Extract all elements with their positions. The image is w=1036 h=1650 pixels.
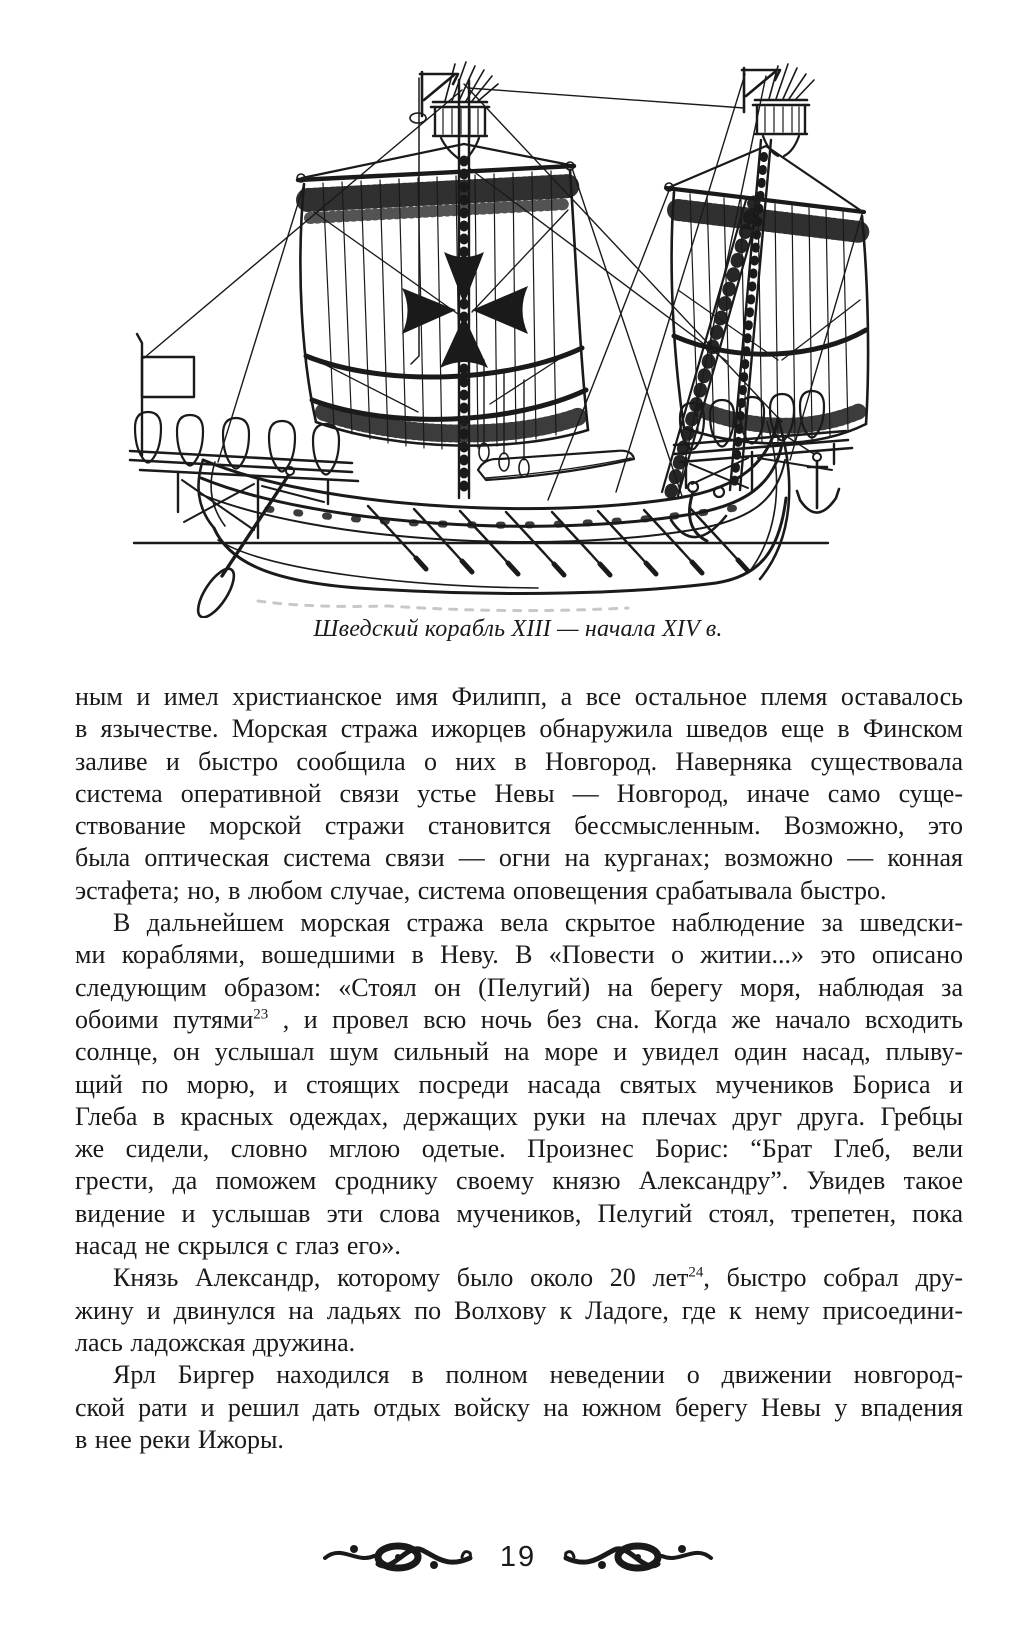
- text-line: следующим образом: «Стоял он (Пелугий) на берегу моря, наблюдая за: [75, 972, 963, 1002]
- body-text: [75, 681, 963, 1456]
- text-line: в язычестве. Морская стража ижорцев обнаружила шведов еще в Финском: [75, 714, 963, 744]
- illustration-caption: Шведский корабль XIII — начала XIV в.: [313, 616, 723, 642]
- text-line: в нее реки Ижоры.: [75, 1424, 284, 1454]
- text-line: ской рати и решил дать отдых войску на южном берегу Невы у впадения: [75, 1392, 963, 1422]
- ship-line-drawing-icon: [118, 60, 918, 618]
- footnote-reference: 23: [253, 1006, 269, 1023]
- text-line: заливе и быстро сообщила о них в Новгород. Наверняка существовала: [75, 746, 963, 776]
- page-footer: [0, 1534, 1036, 1580]
- text-line: была оптическая система связи — огни на курганах; возможно — конная: [75, 843, 963, 873]
- text-line: жину и двинулся на ладьях по Волхову к Ладоге, где к нему присоедини-: [75, 1295, 963, 1325]
- text-line: эстафета; но, в любом случае, система оповещения срабатывала быстро.: [75, 875, 887, 905]
- text-line: ным и имел христианское имя Филипп, а все остальное племя оставалось: [75, 682, 963, 711]
- text-line: видение и услышав эти слова мучеников, Пелугий стоял, трепетен, пока: [75, 1198, 963, 1228]
- text-line: ствование морской стражи становится бессмысленным. Возможно, это: [75, 811, 963, 841]
- text-line: система оперативной связи устье Невы — Новгород, иначе само суще-: [75, 778, 963, 808]
- text-line: обоими путями$^{23}$ , и провел всю ночь без сна. Когда же начало всходить: [75, 1004, 963, 1034]
- text-line: Князь Александр, которому было около 20 лет$^{24}$, быстро собрал дру-: [113, 1263, 963, 1293]
- footnote-reference: 24: [688, 1264, 704, 1281]
- text-line: Глеба в красных одеждах, держащих руки на плечах друг друга. Гребцы: [75, 1101, 963, 1131]
- paragraph: [75, 681, 963, 907]
- text-line: насад не скрылся с глаз его».: [75, 1231, 401, 1261]
- text-line: ми кораблями, вошедшими в Неву. В «Повести о житии...» это описано: [75, 940, 963, 970]
- text-line: же сидели, словно мглою одетые. Произнес Борис: “Брат Глеб, вели: [75, 1134, 963, 1164]
- footer-ornament-right-icon: [562, 1534, 714, 1580]
- paragraph: [75, 907, 963, 1262]
- paragraph: [75, 1262, 963, 1359]
- text-line: лась ладожская дружина.: [75, 1327, 356, 1357]
- text-line: грести, да поможем сроднику своему князю Александру”. Увидев такое: [75, 1166, 963, 1196]
- footer-ornament-left-icon: [322, 1534, 474, 1580]
- text-line: В дальнейшем морская стража вела скрытое наблюдение за шведски-: [113, 908, 963, 938]
- page-number: 19: [499, 1540, 537, 1573]
- text-line: солнце, он услышал шум сильный на море и увидел один насад, плыву-: [75, 1037, 963, 1067]
- ship-illustration: [118, 60, 918, 618]
- text-line: Ярл Биргер находился в полном неведении о движении новгород-: [113, 1360, 963, 1390]
- text-line: щий по морю, и стоящих посреди насада святых мучеников Бориса и: [75, 1069, 963, 1099]
- paragraph: [75, 1359, 963, 1456]
